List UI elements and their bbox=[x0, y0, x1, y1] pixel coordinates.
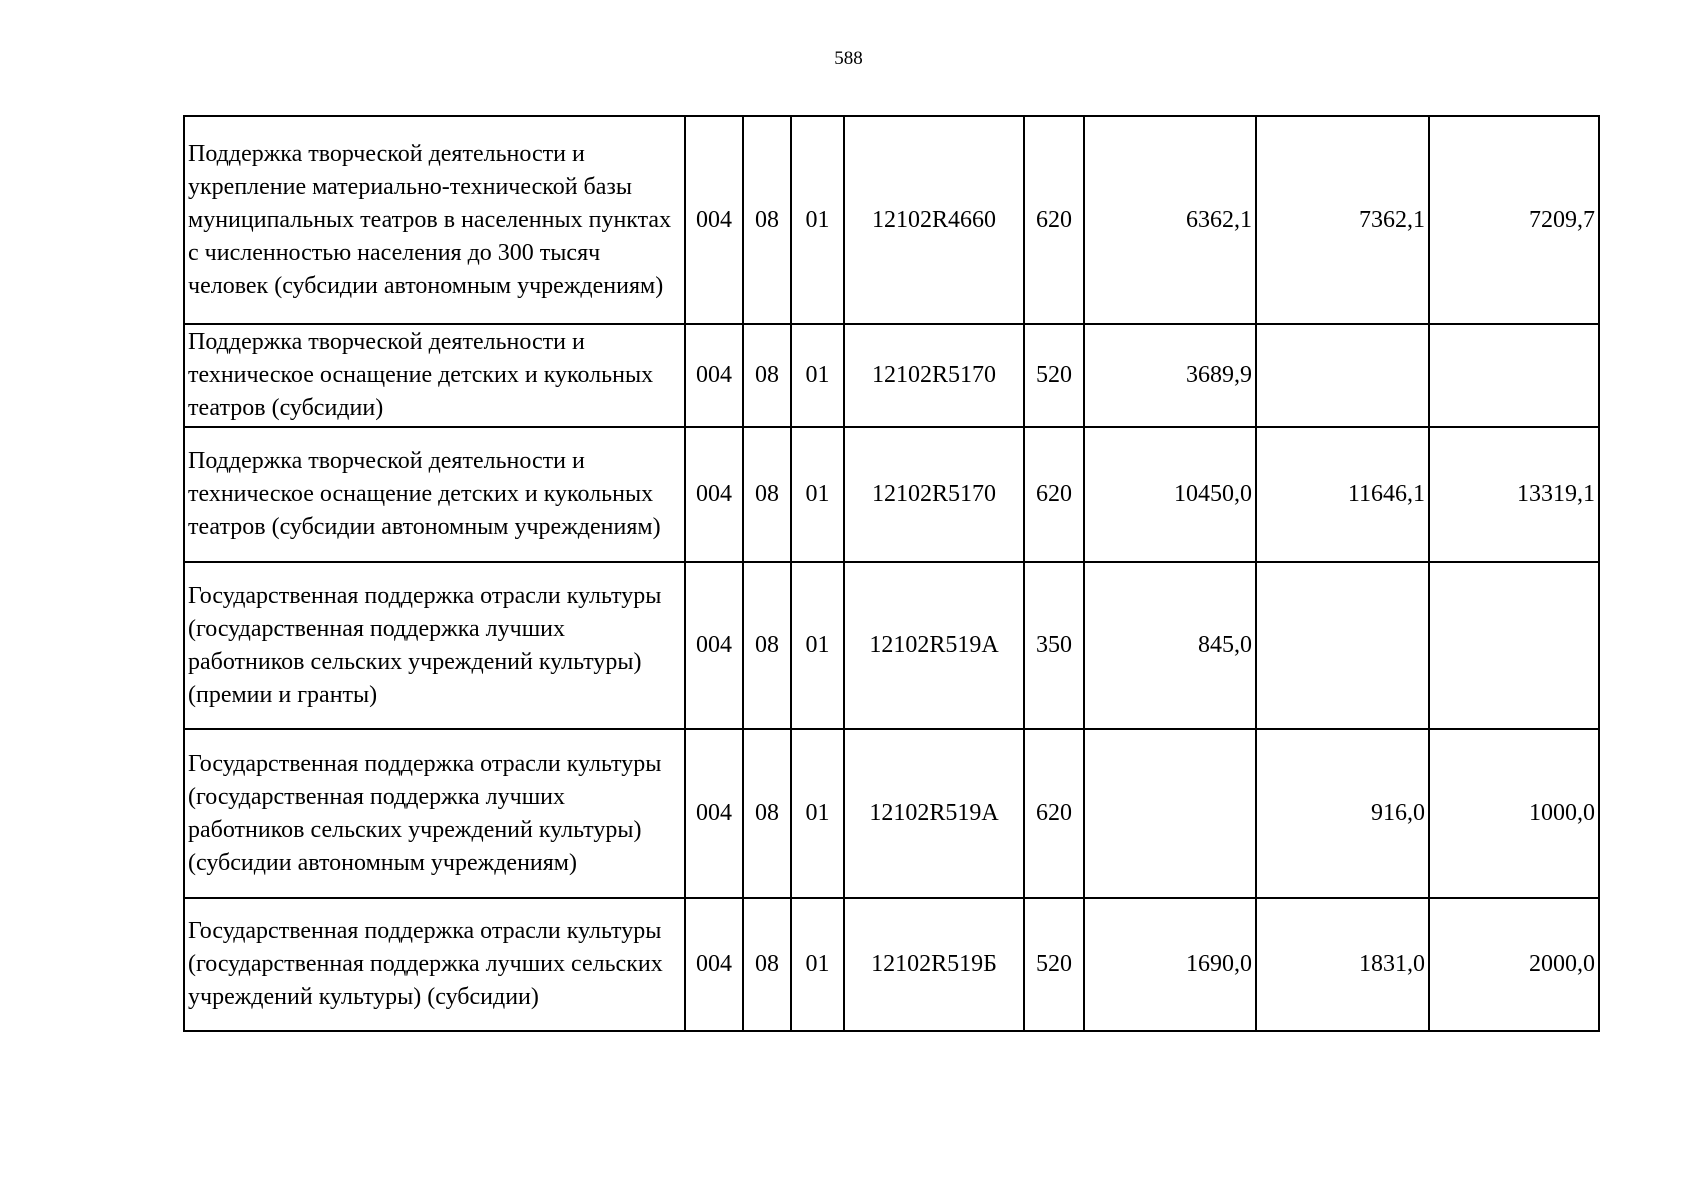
row-name-cell: Поддержка творческой деятельности и укрепление материально-технической базы муниципальных театров в населенных пунктах с численностью населения до 300 тысяч человек (субсидии автономным учреждениям) bbox=[184, 116, 685, 324]
csr-cell: 12102R5170 bbox=[844, 324, 1024, 427]
table-row bbox=[184, 562, 1599, 729]
year3-amount-cell bbox=[1429, 562, 1599, 729]
row-name-cell: Поддержка творческой деятельности и техническое оснащение детских и кукольных театров (субсидии) bbox=[184, 324, 685, 427]
rz-cell: 08 bbox=[743, 427, 791, 562]
page-number: 588 bbox=[834, 48, 863, 69]
year1-amount-cell: 6362,1 bbox=[1084, 116, 1256, 324]
year2-amount-cell: 7362,1 bbox=[1256, 116, 1429, 324]
year2-amount-cell: 1831,0 bbox=[1256, 898, 1429, 1031]
year1-amount-cell: 10450,0 bbox=[1084, 427, 1256, 562]
pr-cell: 01 bbox=[791, 729, 844, 898]
row-name-cell: Поддержка творческой деятельности и техническое оснащение детских и кукольных театров (субсидии автономным учреждениям) bbox=[184, 427, 685, 562]
year3-amount-cell bbox=[1429, 324, 1599, 427]
row-name-cell: Государственная поддержка отрасли культуры (государственная поддержка лучших сельских учреждений культуры) (субсидии) bbox=[184, 898, 685, 1031]
table-row bbox=[184, 324, 1599, 427]
pr-cell: 01 bbox=[791, 427, 844, 562]
rz-cell: 08 bbox=[743, 116, 791, 324]
year3-amount-cell: 13319,1 bbox=[1429, 427, 1599, 562]
year1-amount-cell bbox=[1084, 729, 1256, 898]
year3-amount-cell: 1000,0 bbox=[1429, 729, 1599, 898]
year1-amount-cell: 1690,0 bbox=[1084, 898, 1256, 1031]
year3-amount-cell: 2000,0 bbox=[1429, 898, 1599, 1031]
rz-cell: 08 bbox=[743, 898, 791, 1031]
rz-cell: 08 bbox=[743, 562, 791, 729]
ved-cell: 004 bbox=[685, 116, 743, 324]
pr-cell: 01 bbox=[791, 116, 844, 324]
vr-cell: 620 bbox=[1024, 427, 1084, 562]
ved-cell: 004 bbox=[685, 898, 743, 1031]
pr-cell: 01 bbox=[791, 562, 844, 729]
vr-cell: 620 bbox=[1024, 729, 1084, 898]
pr-cell: 01 bbox=[791, 324, 844, 427]
year3-amount-cell: 7209,7 bbox=[1429, 116, 1599, 324]
vr-cell: 520 bbox=[1024, 898, 1084, 1031]
ved-cell: 004 bbox=[685, 729, 743, 898]
ved-cell: 004 bbox=[685, 562, 743, 729]
csr-cell: 12102R519Б bbox=[844, 898, 1024, 1031]
rz-cell: 08 bbox=[743, 324, 791, 427]
csr-cell: 12102R519А bbox=[844, 729, 1024, 898]
year1-amount-cell: 3689,9 bbox=[1084, 324, 1256, 427]
ved-cell: 004 bbox=[685, 324, 743, 427]
vr-cell: 520 bbox=[1024, 324, 1084, 427]
vr-cell: 620 bbox=[1024, 116, 1084, 324]
pr-cell: 01 bbox=[791, 898, 844, 1031]
table-row bbox=[184, 427, 1599, 562]
table-row bbox=[184, 898, 1599, 1031]
year2-amount-cell: 11646,1 bbox=[1256, 427, 1429, 562]
rz-cell: 08 bbox=[743, 729, 791, 898]
year1-amount-cell: 845,0 bbox=[1084, 562, 1256, 729]
budget-table bbox=[183, 115, 1600, 1032]
csr-cell: 12102R4660 bbox=[844, 116, 1024, 324]
table-row bbox=[184, 116, 1599, 324]
table-row bbox=[184, 729, 1599, 898]
csr-cell: 12102R519А bbox=[844, 562, 1024, 729]
row-name-cell: Государственная поддержка отрасли культуры (государственная поддержка лучших работников сельских учреждений культуры) (субсидии автономным учреждениям) bbox=[184, 729, 685, 898]
csr-cell: 12102R5170 bbox=[844, 427, 1024, 562]
ved-cell: 004 bbox=[685, 427, 743, 562]
row-name-cell: Государственная поддержка отрасли культуры (государственная поддержка лучших работников сельских учреждений культуры) (премии и гранты) bbox=[184, 562, 685, 729]
vr-cell: 350 bbox=[1024, 562, 1084, 729]
year2-amount-cell: 916,0 bbox=[1256, 729, 1429, 898]
year2-amount-cell bbox=[1256, 562, 1429, 729]
year2-amount-cell bbox=[1256, 324, 1429, 427]
